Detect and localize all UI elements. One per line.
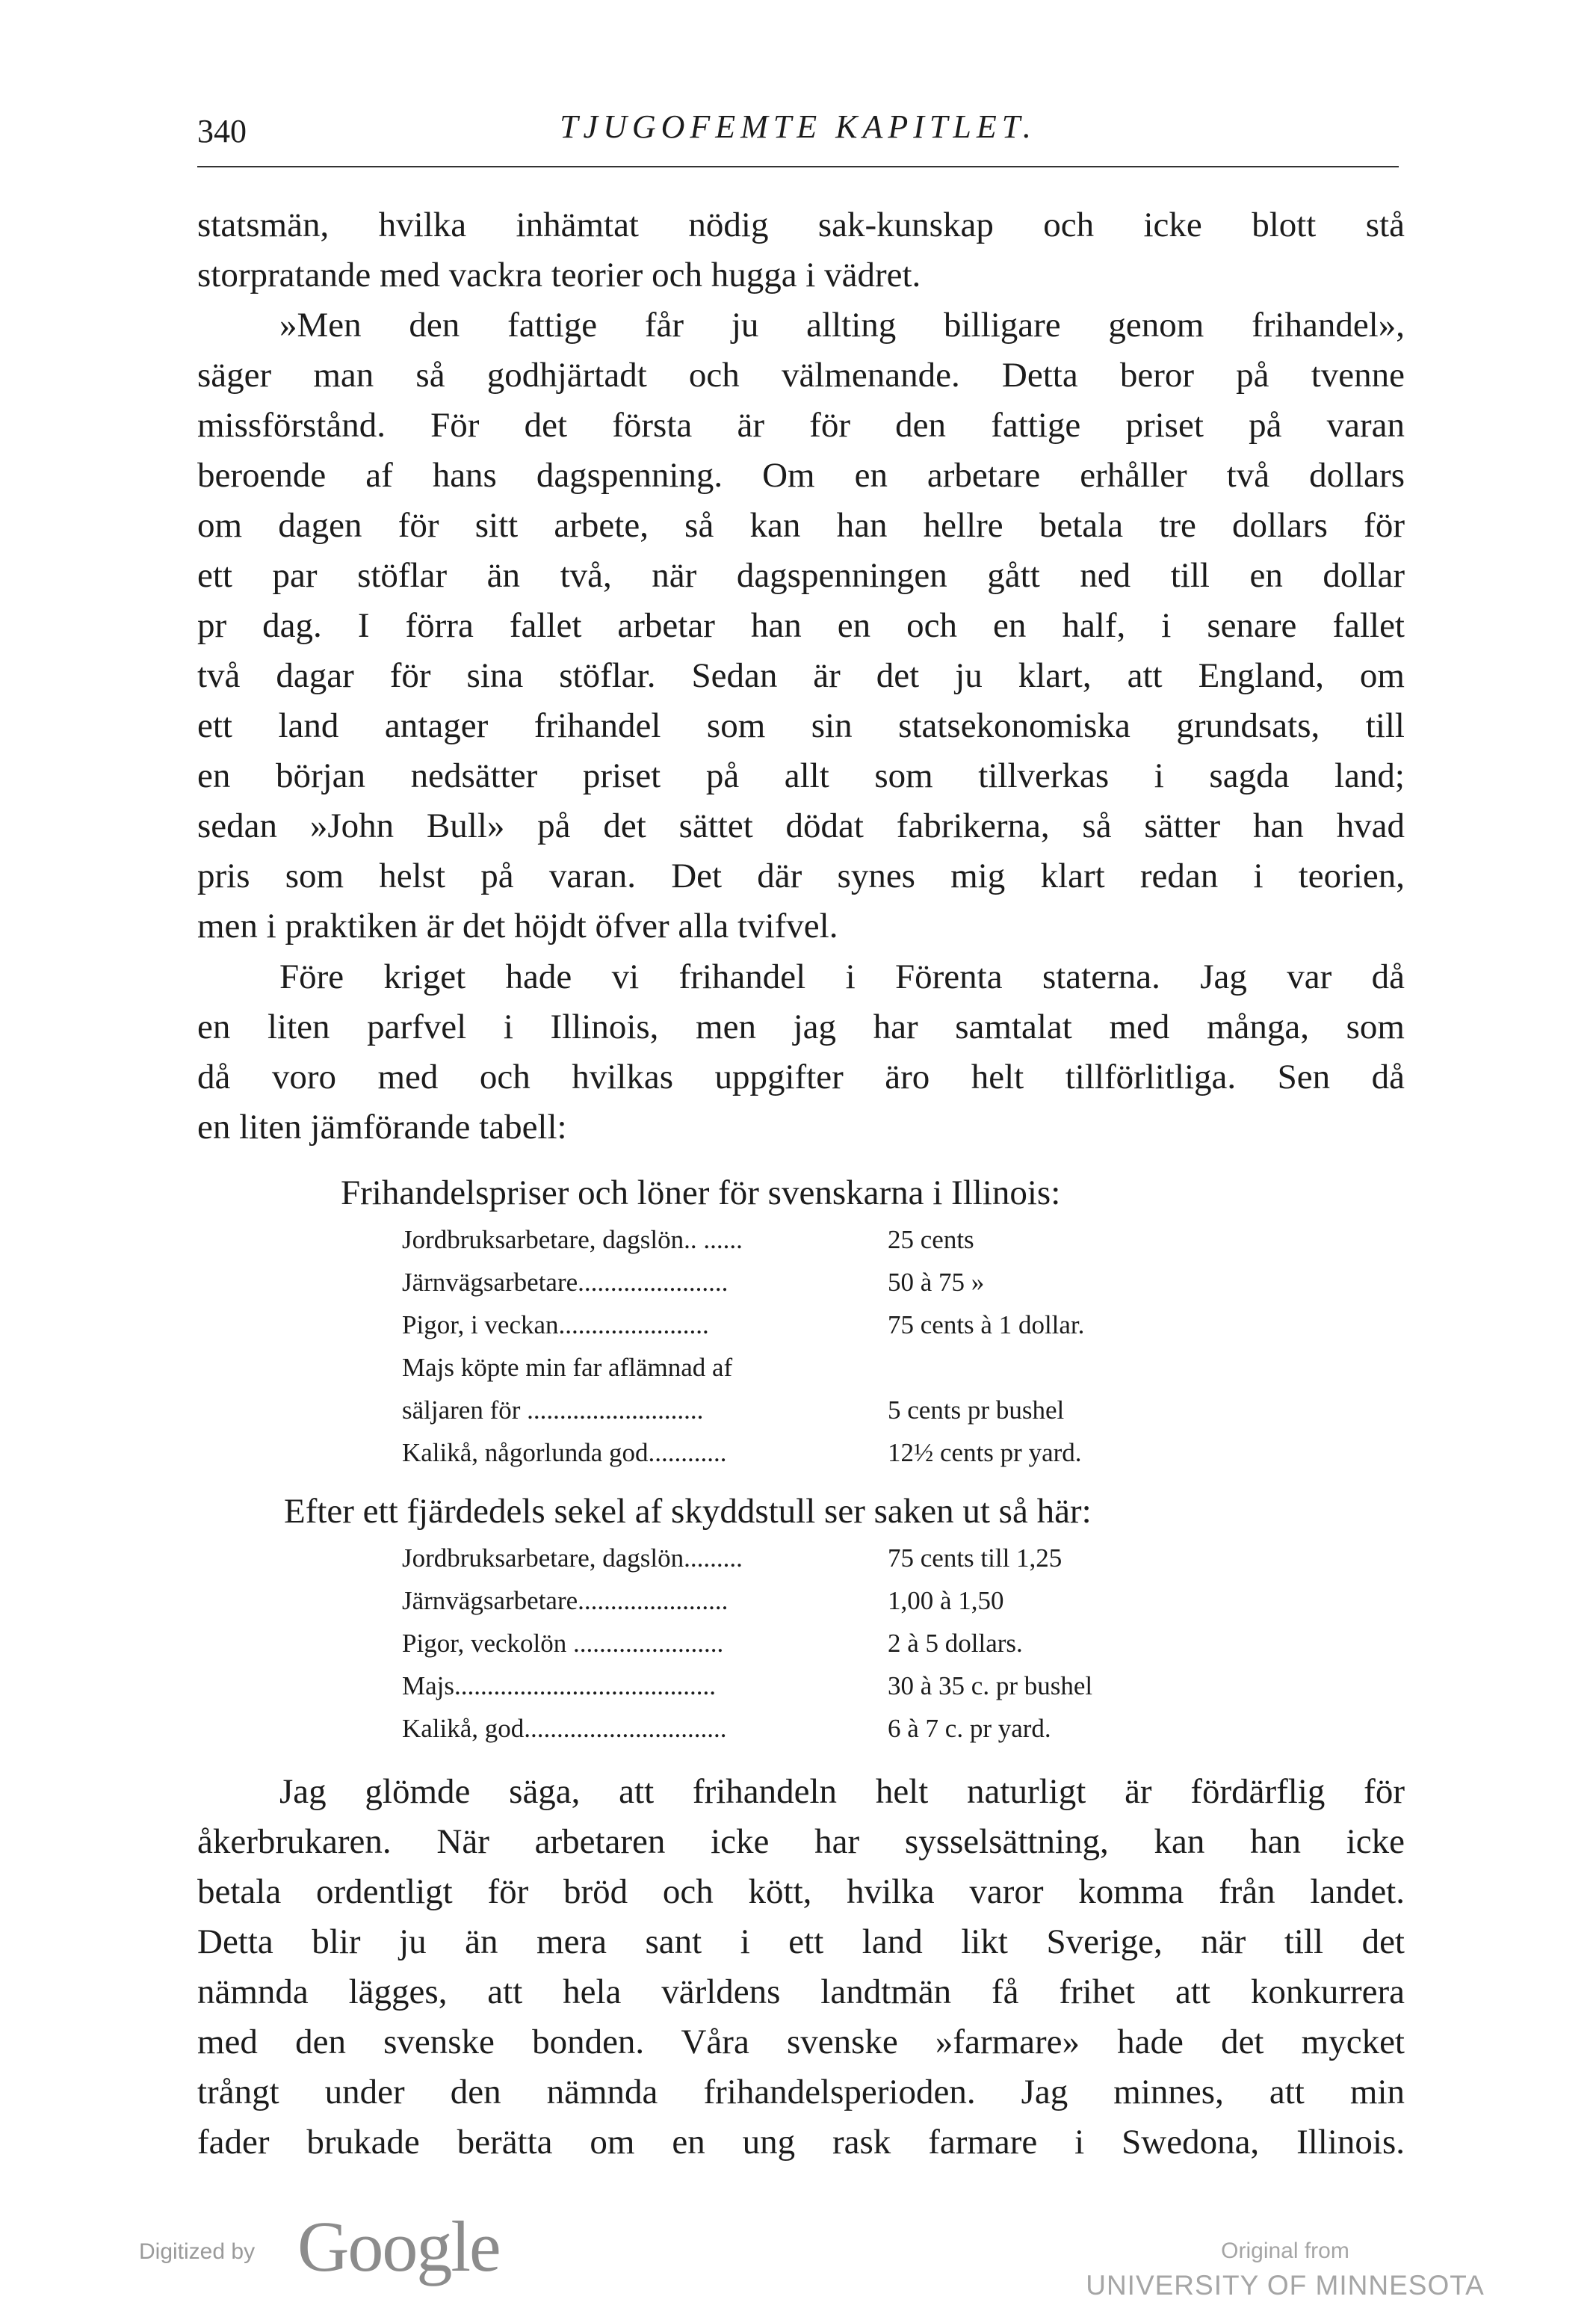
digitized-by-text: Digitized by (139, 2239, 256, 2264)
table-heading-free-trade: Frihandelspriser och löner för svenskarna i Illinois: (341, 1173, 1061, 1212)
row-value: 25 cents (888, 1225, 974, 1254)
table-row (402, 1537, 1209, 1579)
table-row (402, 1622, 1209, 1665)
table-row (402, 1218, 1209, 1261)
text-line: då voro med och hvilkas uppgifter äro helt tillförlitliga. Sen då (197, 1058, 1405, 1096)
text-line: åkerbrukaren. När arbetaren icke har sysselsättning, kan han icke (197, 1822, 1405, 1861)
table-row (402, 1261, 1209, 1304)
row-value: 75 cents à 1 dollar. (888, 1310, 1085, 1339)
text-line: storpratande med vackra teorier och hugga i vädret. (197, 256, 921, 294)
row-label: Kalikå, någorlunda god............ (402, 1438, 727, 1467)
text-line: fader brukade berätta om en ung rask farmare i Swedona, Illinois. (197, 2123, 1405, 2162)
text-line: säger man så godhjärtadt och välmenande. Detta beror på tvenne (197, 356, 1405, 395)
row-value: 75 cents till 1,25 (888, 1543, 1063, 1573)
row-label: Jordbruksarbetare, dagslön.. ...... (402, 1225, 743, 1254)
text-line: två dagar för sina stöflar. Sedan är det ju klart, att England, om (197, 656, 1405, 695)
table-row (402, 1707, 1209, 1750)
paragraph-1 (197, 200, 1405, 300)
google-logo: Google (297, 2206, 500, 2286)
text-line: Detta blir ju än mera sant i ett land likt Sverige, när till det (197, 1922, 1405, 1961)
paragraph-2 (197, 300, 1405, 951)
page-number: 340 (197, 113, 247, 149)
paragraph-3 (197, 952, 1405, 1153)
row-label: Majs........................................ (402, 1671, 716, 1700)
text-line: men i praktiken är det höjdt öfver alla tvifvel. (197, 907, 838, 945)
row-label: Järnvägsarbetare....................... (402, 1268, 729, 1297)
text-line: »Men den fattige får ju allting billigare genom frihandel», (279, 306, 1405, 345)
table-free-trade-prices (402, 1218, 1209, 1474)
row-value: 2 à 5 dollars. (888, 1629, 1023, 1658)
header-rule (197, 166, 1399, 167)
row-value: 6 à 7 c. pr yard. (888, 1714, 1051, 1743)
table-protection-prices (402, 1537, 1209, 1750)
text-line: om dagen för sitt arbete, så kan han hellre betala tre dollars för (197, 506, 1405, 545)
text-line: nämnda lägges, att hela världens landtmän få frihet att konkurrera (197, 1972, 1405, 2011)
text-line: missförstånd. För det första är för den fattige priset på varan (197, 406, 1405, 445)
running-title: TJUGOFEMTE KAPITLET. (560, 108, 1036, 145)
text-line: trångt under den nämnda frihandelsperioden. Jag minnes, att min (197, 2073, 1405, 2111)
text-line: pris som helst på varan. Det där synes mig klart redan i teorien, (197, 857, 1405, 895)
text-line: Jag glömde säga, att frihandeln helt naturligt är fördärflig för (279, 1772, 1405, 1811)
row-label: Kalikå, god............................... (402, 1714, 727, 1743)
paragraph-4 (197, 1767, 1405, 2168)
table-row (402, 1304, 1209, 1346)
row-value: 12½ cents pr yard. (888, 1438, 1082, 1467)
row-label: Pigor, i veckan....................... (402, 1310, 709, 1339)
text-line: pr dag. I förra fallet arbetar han en och en half, i senare fallet (197, 606, 1405, 645)
row-label: Järnvägsarbetare....................... (402, 1586, 729, 1615)
row-value: 30 à 35 c. pr bushel (888, 1671, 1093, 1700)
row-value: 1,00 à 1,50 (888, 1586, 1004, 1615)
table-row (402, 1431, 1209, 1474)
table-row (402, 1346, 1209, 1389)
row-label: Jordbruksarbetare, dagslön......... (402, 1543, 743, 1573)
source-watermark (1061, 2235, 1509, 2304)
text-line: betala ordentligt för bröd och kött, hvilka varor komma från landet. (197, 1872, 1405, 1911)
text-line: ett par stöflar än två, när dagspenningen gått ned till en dollar (197, 556, 1405, 595)
table-heading-protection: Efter ett fjärdedels sekel af skyddstull ser saken ut så här: (284, 1492, 1092, 1531)
original-from-text: Original from (1221, 2239, 1349, 2263)
text-line: ett land antager frihandel som sin statsekonomiska grundsats, till (197, 706, 1405, 745)
text-line: sedan »John Bull» på det sättet dödat fabrikerna, så sätter han hvad (197, 806, 1405, 845)
page-header (197, 108, 1399, 160)
text-line: en liten jämförande tabell: (197, 1108, 567, 1147)
row-value: 5 cents pr bushel (888, 1395, 1065, 1425)
table-row (402, 1389, 1209, 1431)
table-row (402, 1665, 1209, 1707)
table-row (402, 1579, 1209, 1622)
text-line: beroende af hans dagspenning. Om en arbetare erhåller två dollars (197, 456, 1405, 495)
text-line: statsmän, hvilka inhämtat nödig sak-kunskap och icke blott stå (197, 206, 1405, 244)
text-line: en liten parfvel i Illinois, men jag har samtalat med många, som (197, 1008, 1405, 1046)
row-value: 50 à 75 » (888, 1268, 985, 1297)
row-label: säljaren för ........................... (402, 1395, 704, 1425)
text-line: en början nedsätter priset på allt som tillverkas i sagda land; (197, 756, 1405, 795)
university-name: UNIVERSITY OF MINNESOTA (1086, 2270, 1485, 2301)
text-line: Före kriget hade vi frihandel i Förenta staterna. Jag var då (279, 957, 1405, 996)
row-label: Majs köpte min far aflämnad af (402, 1353, 733, 1382)
row-label: Pigor, veckolön ....................... (402, 1629, 724, 1658)
text-line: med den svenske bonden. Våra svenske »farmare» hade det mycket (197, 2023, 1405, 2061)
